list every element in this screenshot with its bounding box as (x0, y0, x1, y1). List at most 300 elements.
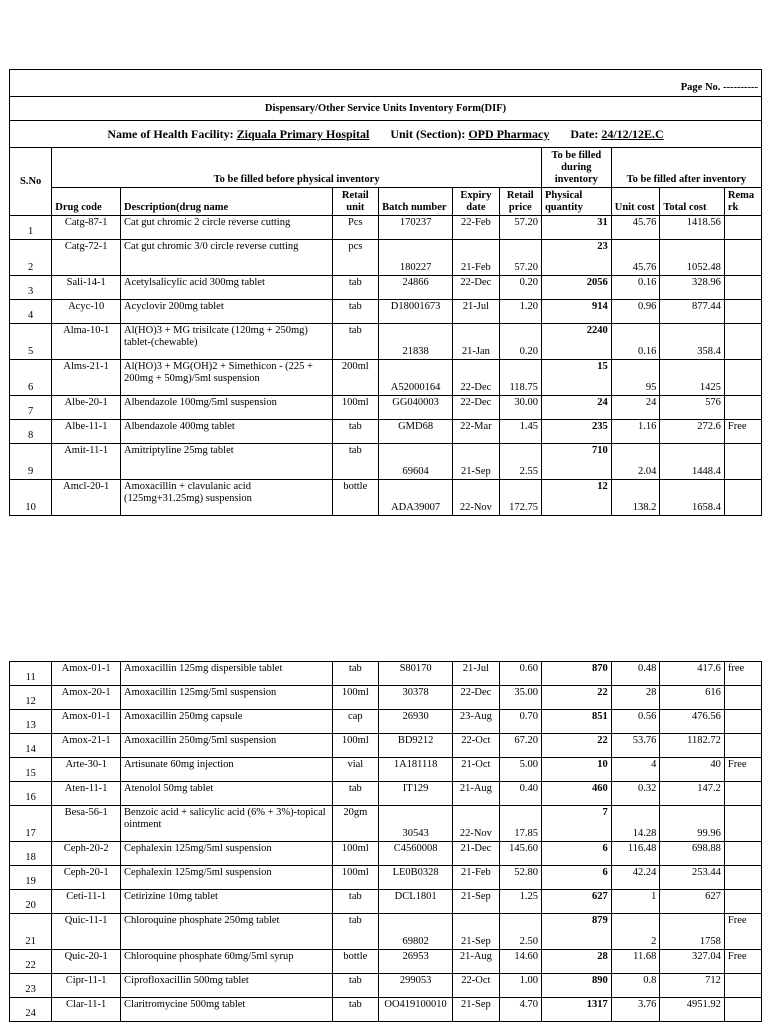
cell-batch-number: 26930 (379, 710, 453, 734)
cell-unit-cost: 95 (611, 360, 660, 396)
cell-batch-number: 21838 (379, 324, 453, 360)
cell-drug-code: Quic-11-1 (52, 914, 121, 950)
cell-description: Albendazole 100mg/5ml suspension (121, 396, 333, 420)
cell-expiry-date: 21-Sep (453, 998, 500, 1022)
cell-expiry-date: 21-Aug (453, 950, 500, 974)
table-row (10, 300, 762, 324)
cell-unit-cost: 3.76 (611, 998, 660, 1022)
cell-unit-cost: 0.56 (611, 710, 660, 734)
cell-remark: Free (724, 914, 761, 950)
cell-description: Chloroquine phosphate 250mg tablet (121, 914, 333, 950)
cell-physical-quantity: 28 (541, 950, 611, 974)
cell-physical-quantity: 24 (541, 396, 611, 420)
cell-remark (724, 276, 761, 300)
cell-serial-number: 19 (10, 866, 52, 890)
cell-remark (724, 734, 761, 758)
cell-serial-number: 18 (10, 842, 52, 866)
date-label: Date: (570, 127, 599, 141)
cell-serial-number: 7 (10, 396, 52, 420)
cell-description: Amitriptyline 25mg tablet (121, 444, 333, 480)
cell-total-cost: 358.4 (660, 324, 725, 360)
cell-batch-number: DCL1801 (379, 890, 453, 914)
col-description: Description(drug name (121, 188, 333, 216)
table-row (10, 396, 762, 420)
facility-label: Name of Health Facility: (107, 127, 234, 141)
cell-batch-number: 26953 (379, 950, 453, 974)
cell-description: Amoxacillin 250mg capsule (121, 710, 333, 734)
cell-unit-cost: 11.68 (611, 950, 660, 974)
cell-remark: Free (724, 950, 761, 974)
table-row (10, 758, 762, 782)
unit-label: Unit (Section): (390, 127, 466, 141)
cell-total-cost: 877.44 (660, 300, 725, 324)
cell-batch-number: ADA39007 (379, 480, 453, 516)
cell-expiry-date: 21-Jul (453, 300, 500, 324)
cell-total-cost: 272.6 (660, 420, 725, 444)
cell-retail-price: 57.20 (499, 216, 541, 240)
cell-retail-unit: 100ml (332, 734, 379, 758)
cell-serial-number: 6 (10, 360, 52, 396)
cell-batch-number: D18001673 (379, 300, 453, 324)
cell-retail-price: 0.20 (499, 324, 541, 360)
cell-physical-quantity: 1317 (541, 998, 611, 1022)
cell-serial-number: 14 (10, 734, 52, 758)
cell-expiry-date: 21-Jan (453, 324, 500, 360)
cell-unit-cost: 0.16 (611, 276, 660, 300)
cell-retail-unit: tab (332, 662, 379, 686)
cell-batch-number: IT129 (379, 782, 453, 806)
cell-total-cost: 1758 (660, 914, 725, 950)
cell-remark (724, 998, 761, 1022)
cell-physical-quantity: 6 (541, 842, 611, 866)
cell-batch-number: 30378 (379, 686, 453, 710)
table-row (10, 276, 762, 300)
cell-description: Al(HO)3 + MG trisilcate (120mg + 250mg) tablet-(chewable) (121, 324, 333, 360)
cell-description: Amoxacillin 125mg/5ml suspension (121, 686, 333, 710)
cell-drug-code: Alms-21-1 (52, 360, 121, 396)
unit-value: OPD Pharmacy (468, 127, 550, 141)
table-row (10, 782, 762, 806)
cell-retail-unit: tab (332, 300, 379, 324)
cell-retail-unit: tab (332, 782, 379, 806)
cell-batch-number: 69604 (379, 444, 453, 480)
cell-serial-number: 16 (10, 782, 52, 806)
cell-remark (724, 360, 761, 396)
cell-total-cost: 1658.4 (660, 480, 725, 516)
cell-expiry-date: 22-Nov (453, 480, 500, 516)
cell-unit-cost: 0.32 (611, 782, 660, 806)
table-row (10, 866, 762, 890)
cell-remark (724, 324, 761, 360)
cell-batch-number: 24866 (379, 276, 453, 300)
cell-remark (724, 216, 761, 240)
col-total-cost: Total cost (660, 188, 725, 216)
table-row (10, 216, 762, 240)
cell-expiry-date: 22-Feb (453, 216, 500, 240)
cell-drug-code: Sali-14-1 (52, 276, 121, 300)
cell-retail-unit: 20gm (332, 806, 379, 842)
col-sno: S.No (10, 148, 52, 216)
cell-description: Ciprofloxacillin 500mg tablet (121, 974, 333, 998)
cell-drug-code: Amox-20-1 (52, 686, 121, 710)
cell-total-cost: 698.88 (660, 842, 725, 866)
cell-remark (724, 890, 761, 914)
cell-retail-price: 17.85 (499, 806, 541, 842)
cell-unit-cost: 14.28 (611, 806, 660, 842)
cell-total-cost: 1425 (660, 360, 725, 396)
cell-physical-quantity: 460 (541, 782, 611, 806)
cell-drug-code: Amox-01-1 (52, 662, 121, 686)
cell-unit-cost: 2 (611, 914, 660, 950)
page-number: Page No. ---------- (10, 70, 762, 97)
cell-total-cost: 147.2 (660, 782, 725, 806)
cell-description: Cetirizine 10mg tablet (121, 890, 333, 914)
cell-retail-price: 67.20 (499, 734, 541, 758)
cell-batch-number: BD9212 (379, 734, 453, 758)
table-row (10, 734, 762, 758)
cell-drug-code: Besa-56-1 (52, 806, 121, 842)
cell-batch-number: 299053 (379, 974, 453, 998)
cell-retail-unit: tab (332, 974, 379, 998)
cell-expiry-date: 22-Dec (453, 360, 500, 396)
table-row (10, 950, 762, 974)
cell-drug-code: Amox-01-1 (52, 710, 121, 734)
cell-remark (724, 974, 761, 998)
cell-drug-code: Catg-72-1 (52, 240, 121, 276)
cell-physical-quantity: 15 (541, 360, 611, 396)
cell-physical-quantity: 851 (541, 710, 611, 734)
facility-line (10, 121, 762, 148)
table-row (10, 360, 762, 396)
cell-expiry-date: 21-Aug (453, 782, 500, 806)
cell-retail-unit: tab (332, 276, 379, 300)
cell-unit-cost: 1.16 (611, 420, 660, 444)
cell-retail-unit: bottle (332, 480, 379, 516)
cell-remark (724, 782, 761, 806)
cell-retail-unit: tab (332, 420, 379, 444)
cell-expiry-date: 22-Oct (453, 974, 500, 998)
cell-unit-cost: 24 (611, 396, 660, 420)
cell-expiry-date: 21-Sep (453, 444, 500, 480)
cell-drug-code: Amox-21-1 (52, 734, 121, 758)
cell-serial-number: 1 (10, 216, 52, 240)
cell-serial-number: 10 (10, 480, 52, 516)
cell-description: Cat gut chromic 3/0 circle reverse cutting (121, 240, 333, 276)
cell-total-cost: 616 (660, 686, 725, 710)
cell-batch-number: 170237 (379, 216, 453, 240)
cell-retail-unit: tab (332, 890, 379, 914)
cell-retail-price: 145.60 (499, 842, 541, 866)
cell-serial-number: 4 (10, 300, 52, 324)
cell-total-cost: 1448.4 (660, 444, 725, 480)
table-row (10, 662, 762, 686)
cell-description: Amoxacillin 250mg/5ml suspension (121, 734, 333, 758)
cell-total-cost: 476.56 (660, 710, 725, 734)
cell-retail-unit: 100ml (332, 866, 379, 890)
table-row (10, 686, 762, 710)
cell-unit-cost: 0.16 (611, 324, 660, 360)
cell-physical-quantity: 235 (541, 420, 611, 444)
table-row (10, 240, 762, 276)
cell-retail-price: 0.40 (499, 782, 541, 806)
cell-retail-price: 1.25 (499, 890, 541, 914)
cell-expiry-date: 22-Mar (453, 420, 500, 444)
cell-retail-unit: tab (332, 914, 379, 950)
cell-expiry-date: 22-Dec (453, 686, 500, 710)
cell-drug-code: Albe-20-1 (52, 396, 121, 420)
cell-serial-number: 23 (10, 974, 52, 998)
cell-expiry-date: 21-Feb (453, 240, 500, 276)
cell-remark (724, 240, 761, 276)
cell-retail-price: 5.00 (499, 758, 541, 782)
cell-retail-unit: pcs (332, 240, 379, 276)
col-retail-price: Retail price (499, 188, 541, 216)
cell-description: Claritromycine 500mg tablet (121, 998, 333, 1022)
cell-physical-quantity: 870 (541, 662, 611, 686)
cell-retail-price: 14.60 (499, 950, 541, 974)
col-physical-qty: Physical quantity (541, 188, 611, 216)
table-row (10, 806, 762, 842)
cell-remark: Free (724, 420, 761, 444)
cell-drug-code: Arte-30-1 (52, 758, 121, 782)
cell-retail-price: 57.20 (499, 240, 541, 276)
cell-retail-unit: tab (332, 998, 379, 1022)
cell-retail-unit: Pcs (332, 216, 379, 240)
cell-serial-number: 3 (10, 276, 52, 300)
cell-unit-cost: 0.8 (611, 974, 660, 998)
cell-retail-price: 52.80 (499, 866, 541, 890)
table-row (10, 420, 762, 444)
cell-unit-cost: 2.04 (611, 444, 660, 480)
cell-expiry-date: 21-Sep (453, 914, 500, 950)
cell-physical-quantity: 890 (541, 974, 611, 998)
cell-serial-number: 15 (10, 758, 52, 782)
col-group-before: To be filled before physical inventory (52, 148, 542, 188)
cell-serial-number: 22 (10, 950, 52, 974)
cell-total-cost: 327.04 (660, 950, 725, 974)
cell-retail-unit: 100ml (332, 842, 379, 866)
col-batch: Batch number (379, 188, 453, 216)
cell-drug-code: Ceph-20-1 (52, 866, 121, 890)
cell-physical-quantity: 22 (541, 734, 611, 758)
cell-retail-price: 2.55 (499, 444, 541, 480)
cell-serial-number: 5 (10, 324, 52, 360)
cell-batch-number: A52000164 (379, 360, 453, 396)
cell-remark (724, 806, 761, 842)
cell-retail-unit: 100ml (332, 396, 379, 420)
cell-expiry-date: 21-Sep (453, 890, 500, 914)
cell-expiry-date: 23-Aug (453, 710, 500, 734)
cell-unit-cost: 42.24 (611, 866, 660, 890)
cell-batch-number: LE0B0328 (379, 866, 453, 890)
cell-total-cost: 4951.92 (660, 998, 725, 1022)
cell-total-cost: 1052.48 (660, 240, 725, 276)
col-group-after: To be filled after inventory (611, 148, 761, 188)
table-row (10, 444, 762, 480)
cell-description: Benzoic acid + salicylic acid (6% + 3%)-topical ointment (121, 806, 333, 842)
cell-retail-unit: bottle (332, 950, 379, 974)
cell-unit-cost: 0.48 (611, 662, 660, 686)
cell-physical-quantity: 10 (541, 758, 611, 782)
cell-unit-cost: 45.76 (611, 240, 660, 276)
cell-remark (724, 842, 761, 866)
table-row (10, 842, 762, 866)
cell-retail-unit: tab (332, 324, 379, 360)
cell-description: Acetylsalicylic acid 300mg tablet (121, 276, 333, 300)
cell-serial-number: 12 (10, 686, 52, 710)
cell-retail-price: 172.75 (499, 480, 541, 516)
cell-total-cost: 627 (660, 890, 725, 914)
cell-description: Artisunate 60mg injection (121, 758, 333, 782)
cell-remark: free (724, 662, 761, 686)
cell-unit-cost: 45.76 (611, 216, 660, 240)
cell-total-cost: 417.6 (660, 662, 725, 686)
cell-description: Chloroquine phosphate 60mg/5ml syrup (121, 950, 333, 974)
inventory-table-top (9, 69, 762, 516)
cell-physical-quantity: 23 (541, 240, 611, 276)
col-drug-code: Drug code (52, 188, 121, 216)
cell-total-cost: 1418.56 (660, 216, 725, 240)
cell-drug-code: Cipr-11-1 (52, 974, 121, 998)
cell-retail-price: 1.00 (499, 974, 541, 998)
cell-description: Acyclovir 200mg tablet (121, 300, 333, 324)
table-row (10, 324, 762, 360)
cell-serial-number: 8 (10, 420, 52, 444)
cell-description: Amoxacillin 125mg dispersible tablet (121, 662, 333, 686)
inventory-table-bottom (9, 661, 762, 1022)
col-unit-cost: Unit cost (611, 188, 660, 216)
cell-serial-number: 24 (10, 998, 52, 1022)
table-row (10, 480, 762, 516)
cell-unit-cost: 1 (611, 890, 660, 914)
cell-serial-number: 17 (10, 806, 52, 842)
cell-total-cost: 253.44 (660, 866, 725, 890)
cell-unit-cost: 53.76 (611, 734, 660, 758)
cell-serial-number: 20 (10, 890, 52, 914)
cell-batch-number: GMD68 (379, 420, 453, 444)
cell-serial-number: 13 (10, 710, 52, 734)
cell-expiry-date: 22-Oct (453, 734, 500, 758)
cell-remark (724, 396, 761, 420)
cell-expiry-date: 21-Jul (453, 662, 500, 686)
cell-physical-quantity: 710 (541, 444, 611, 480)
cell-retail-price: 2.50 (499, 914, 541, 950)
cell-physical-quantity: 879 (541, 914, 611, 950)
table-row (10, 974, 762, 998)
cell-batch-number: S80170 (379, 662, 453, 686)
cell-retail-price: 0.60 (499, 662, 541, 686)
cell-drug-code: Acyc-10 (52, 300, 121, 324)
cell-drug-code: Quic-20-1 (52, 950, 121, 974)
cell-batch-number: 180227 (379, 240, 453, 276)
cell-expiry-date: 21-Feb (453, 866, 500, 890)
cell-remark (724, 866, 761, 890)
cell-unit-cost: 138.2 (611, 480, 660, 516)
cell-retail-price: 1.20 (499, 300, 541, 324)
cell-drug-code: Ceti-11-1 (52, 890, 121, 914)
cell-physical-quantity: 7 (541, 806, 611, 842)
cell-remark (724, 300, 761, 324)
cell-total-cost: 99.96 (660, 806, 725, 842)
cell-physical-quantity: 6 (541, 866, 611, 890)
form-title: Dispensary/Other Service Units Inventory Form(DIF) (10, 97, 762, 121)
col-expiry: Expiry date (453, 188, 500, 216)
table-row (10, 998, 762, 1022)
cell-retail-unit: cap (332, 710, 379, 734)
cell-expiry-date: 22-Dec (453, 396, 500, 420)
cell-drug-code: Alma-10-1 (52, 324, 121, 360)
cell-expiry-date: 21-Oct (453, 758, 500, 782)
cell-drug-code: Aten-11-1 (52, 782, 121, 806)
cell-description: Cat gut chromic 2 circle reverse cutting (121, 216, 333, 240)
facility-value: Ziquala Primary Hospital (236, 127, 370, 141)
table-row (10, 914, 762, 950)
cell-description: Atenolol 50mg tablet (121, 782, 333, 806)
cell-retail-price: 1.45 (499, 420, 541, 444)
cell-description: Cephalexin 125mg/5ml suspension (121, 866, 333, 890)
cell-serial-number: 2 (10, 240, 52, 276)
cell-physical-quantity: 12 (541, 480, 611, 516)
cell-serial-number: 9 (10, 444, 52, 480)
col-remark: Rema rk (724, 188, 761, 216)
col-retail-unit: Retail unit (332, 188, 379, 216)
cell-retail-price: 4.70 (499, 998, 541, 1022)
cell-drug-code: Catg-87-1 (52, 216, 121, 240)
cell-physical-quantity: 914 (541, 300, 611, 324)
cell-total-cost: 576 (660, 396, 725, 420)
cell-batch-number: 30543 (379, 806, 453, 842)
cell-expiry-date: 21-Dec (453, 842, 500, 866)
cell-physical-quantity: 2056 (541, 276, 611, 300)
cell-remark (724, 710, 761, 734)
cell-retail-unit: vial (332, 758, 379, 782)
cell-retail-unit: 100ml (332, 686, 379, 710)
cell-batch-number: OO419100010 (379, 998, 453, 1022)
cell-drug-code: Albe-11-1 (52, 420, 121, 444)
cell-total-cost: 40 (660, 758, 725, 782)
cell-unit-cost: 0.96 (611, 300, 660, 324)
cell-expiry-date: 22-Nov (453, 806, 500, 842)
cell-retail-unit: tab (332, 444, 379, 480)
cell-remark (724, 480, 761, 516)
cell-description: Al(HO)3 + MG(OH)2 + Simethicon - (225 + 200mg + 50mg)/5ml suspension (121, 360, 333, 396)
cell-retail-price: 118.75 (499, 360, 541, 396)
cell-unit-cost: 28 (611, 686, 660, 710)
cell-total-cost: 712 (660, 974, 725, 998)
cell-batch-number: 69802 (379, 914, 453, 950)
cell-physical-quantity: 627 (541, 890, 611, 914)
cell-description: Amoxacillin + clavulanic acid (125mg+31.25mg) suspension (121, 480, 333, 516)
col-group-during: To be filled during inventory (541, 148, 611, 188)
cell-batch-number: 1A181118 (379, 758, 453, 782)
cell-remark: Free (724, 758, 761, 782)
cell-expiry-date: 22-Dec (453, 276, 500, 300)
cell-description: Albendazole 400mg tablet (121, 420, 333, 444)
cell-batch-number: C4560008 (379, 842, 453, 866)
cell-remark (724, 686, 761, 710)
cell-unit-cost: 4 (611, 758, 660, 782)
cell-retail-price: 0.20 (499, 276, 541, 300)
cell-description: Cephalexin 125mg/5ml suspension (121, 842, 333, 866)
cell-serial-number: 11 (10, 662, 52, 686)
cell-physical-quantity: 22 (541, 686, 611, 710)
cell-retail-price: 0.70 (499, 710, 541, 734)
cell-total-cost: 1182.72 (660, 734, 725, 758)
cell-retail-price: 35.00 (499, 686, 541, 710)
cell-unit-cost: 116.48 (611, 842, 660, 866)
cell-serial-number: 21 (10, 914, 52, 950)
cell-physical-quantity: 2240 (541, 324, 611, 360)
